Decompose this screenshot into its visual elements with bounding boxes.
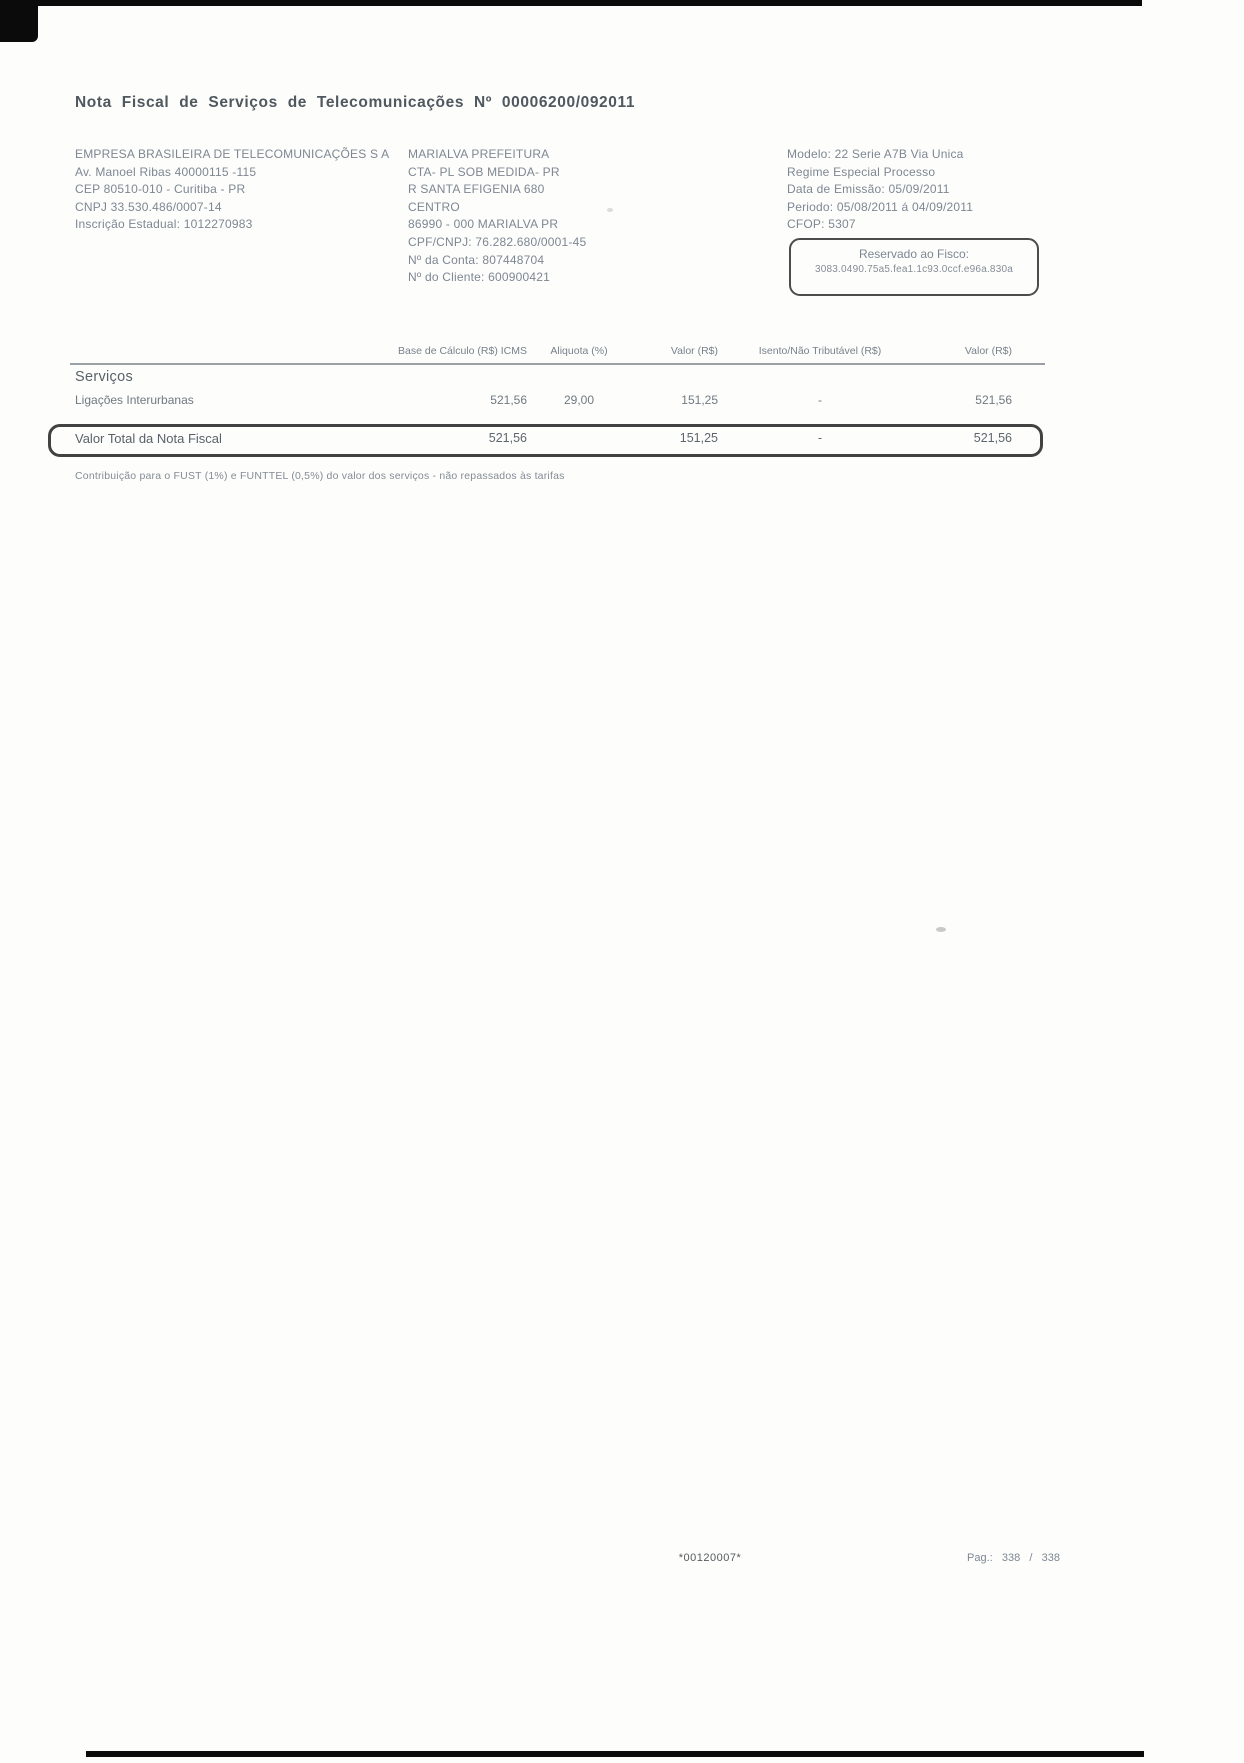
invoice-modelo: Modelo: 22 Serie A7B Via Unica (787, 147, 964, 161)
document-title: Nota Fiscal de Serviços de Telecomunicações Nº 00006200/092011 (75, 94, 636, 111)
col-header-isento: Isento/Não Tributável (R$) (758, 345, 882, 357)
issuer-block (75, 146, 405, 234)
row-total-value: 521,56 (975, 393, 1012, 407)
col-header-valor: Valor (R$) (670, 345, 718, 357)
row-service-label: Ligações Interurbanas (75, 393, 194, 407)
issuer-cnpj: CNPJ 33.530.486/0007-14 (75, 199, 222, 214)
issuer-inscricao-estadual: Inscrição Estadual: 1012270983 (75, 217, 253, 232)
contribution-footnote: Contribuição para o FUST (1%) e FUNTTEL (0,5%) do valor dos serviços - não repassados às tarifas (75, 470, 565, 482)
total-valor-value: 151,25 (679, 431, 718, 445)
header-rule (70, 363, 1045, 365)
row-valor-value: 151,25 (681, 393, 718, 407)
scan-artifact-corner (0, 0, 38, 42)
invoice-periodo: Periodo: 05/08/2011 á 04/09/2011 (787, 199, 974, 214)
issuer-cep-city: CEP 80510-010 - Curitiba - PR (75, 182, 246, 197)
section-title-servicos: Serviços (75, 369, 133, 385)
customer-district: CENTRO (408, 199, 460, 214)
invoice-regime: Regime Especial Processo (787, 164, 936, 179)
invoice-cfop: CFOP: 5307 (787, 217, 856, 232)
scan-artifact-top-edge (28, 0, 1142, 6)
fisco-label: Reservado ao Fisco: (858, 247, 970, 261)
issuer-address: Av. Manoel Ribas 40000115 -115 (75, 164, 257, 179)
page-number: Pag.: 338 / 338 (967, 1552, 1060, 1564)
customer-client-number: Nº do Cliente: 600900421 (408, 270, 550, 285)
total-total-value: 521,56 (973, 431, 1012, 445)
customer-address: R SANTA EFIGENIA 680 (408, 182, 545, 197)
total-isento-value: - (817, 431, 823, 445)
customer-block (408, 146, 748, 287)
fisco-code: 3083.0490.75a5.fea1.1c93.0ccf.e96a.830a (815, 264, 1013, 275)
row-base-value: 521,56 (490, 393, 527, 407)
scan-speck (936, 927, 946, 932)
col-header-valor-total: Valor (R$) (964, 345, 1012, 357)
total-label: Valor Total da Nota Fiscal (75, 431, 222, 446)
row-isento-value: - (818, 393, 822, 407)
total-row (0, 431, 1244, 451)
col-header-aliquota: Aliquota (%) (550, 345, 608, 357)
customer-plan: CTA- PL SOB MEDIDA- PR (408, 164, 560, 179)
customer-cep-city: 86990 - 000 MARIALVA PR (408, 217, 559, 232)
scan-artifact-bottom-edge (86, 1751, 1144, 1757)
invoice-info-block (787, 146, 1087, 234)
col-header-base-calculo: Base de Cálculo (R$) ICMS (398, 345, 527, 357)
barcode-text: *00120007* (678, 1552, 742, 1564)
total-base-value: 521,56 (488, 431, 527, 445)
row-aliquota-value: 29,00 (563, 393, 595, 407)
issuer-name: EMPRESA BRASILEIRA DE TELECOMUNICAÇÕES S A (75, 147, 390, 161)
customer-name: MARIALVA PREFEITURA (408, 147, 550, 161)
customer-cpf-cnpj: CPF/CNPJ: 76.282.680/0001-45 (408, 234, 587, 249)
fisco-box (789, 238, 1039, 296)
customer-account-number: Nº da Conta: 807448704 (408, 252, 545, 267)
invoice-data-emissao: Data de Emissão: 05/09/2011 (787, 182, 950, 197)
